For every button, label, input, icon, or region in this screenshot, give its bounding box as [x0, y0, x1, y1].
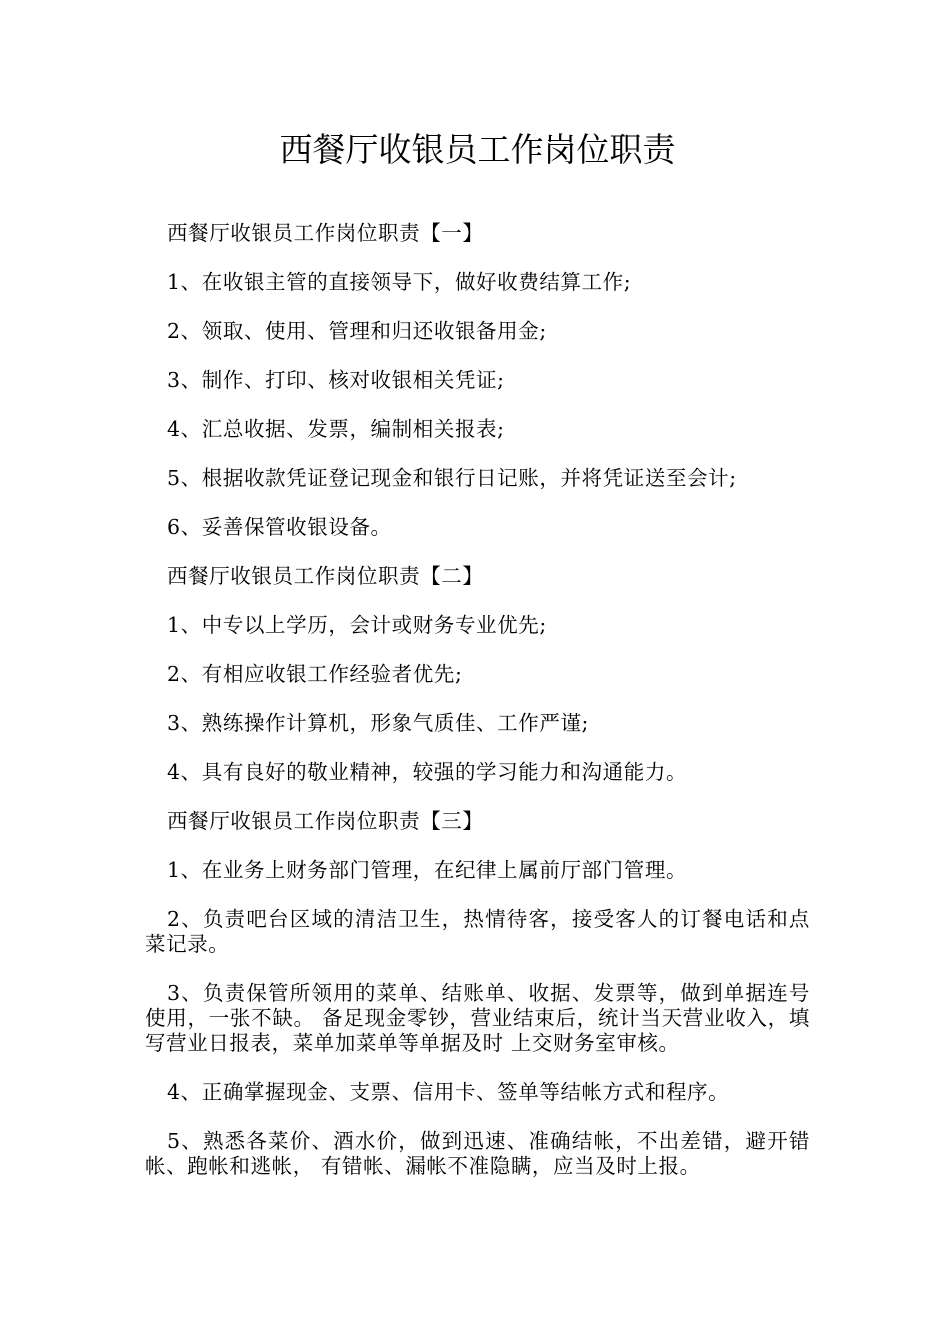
paragraph: 6、妥善保管收银设备。: [167, 515, 392, 539]
paragraph: 5、熟悉各菜价、酒水价，做到迅速、准确结帐，不出差错，避开错帐、跑帐和逃帐， 有错帐、漏帐不准隐瞒，应当及时上报。: [145, 1129, 810, 1178]
paragraph: 2、领取、使用、管理和归还收银备用金;: [167, 319, 547, 343]
paragraph: 2、有相应收银工作经验者优先;: [167, 662, 463, 686]
paragraph: 4、汇总收据、发票，编制相关报表;: [167, 417, 505, 441]
section-heading: 西餐厅收银员工作岗位职责【二】: [167, 564, 484, 588]
paragraph: 3、负责保管所领用的菜单、结账单、收据、发票等，做到单据连号使用，一张不缺。 备足现金零钞，营业结束后，统计当天营业收入，填写营业日报表，菜单加菜单等单据及时 上交财务室审核。: [145, 981, 810, 1055]
section-heading: 西餐厅收银员工作岗位职责【三】: [167, 809, 484, 833]
document-title: 西餐厅收银员工作岗位职责: [279, 130, 676, 169]
paragraph: 4、正确掌握现金、支票、信用卡、签单等结帐方式和程序。: [167, 1080, 730, 1104]
paragraph: 1、中专以上学历，会计或财务专业优先;: [167, 613, 547, 637]
paragraph: 1、在收银主管的直接领导下，做好收费结算工作;: [167, 270, 632, 294]
document-body: [145, 221, 810, 1203]
section-heading: 西餐厅收银员工作岗位职责【一】: [167, 221, 484, 245]
paragraph: 3、熟练操作计算机，形象气质佳、工作严谨;: [167, 711, 590, 735]
paragraph: 4、具有良好的敬业精神，较强的学习能力和沟通能力。: [167, 760, 688, 784]
paragraph: 5、根据收款凭证登记现金和银行日记账，并将凭证送至会计;: [167, 466, 737, 490]
paragraph: 2、负责吧台区域的清洁卫生，热情待客，接受客人的订餐电话和点菜记录。: [145, 907, 810, 956]
paragraph: 1、在业务上财务部门管理，在纪律上属前厅部门管理。: [167, 858, 688, 882]
paragraph: 3、制作、打印、核对收银相关凭证;: [167, 368, 505, 392]
